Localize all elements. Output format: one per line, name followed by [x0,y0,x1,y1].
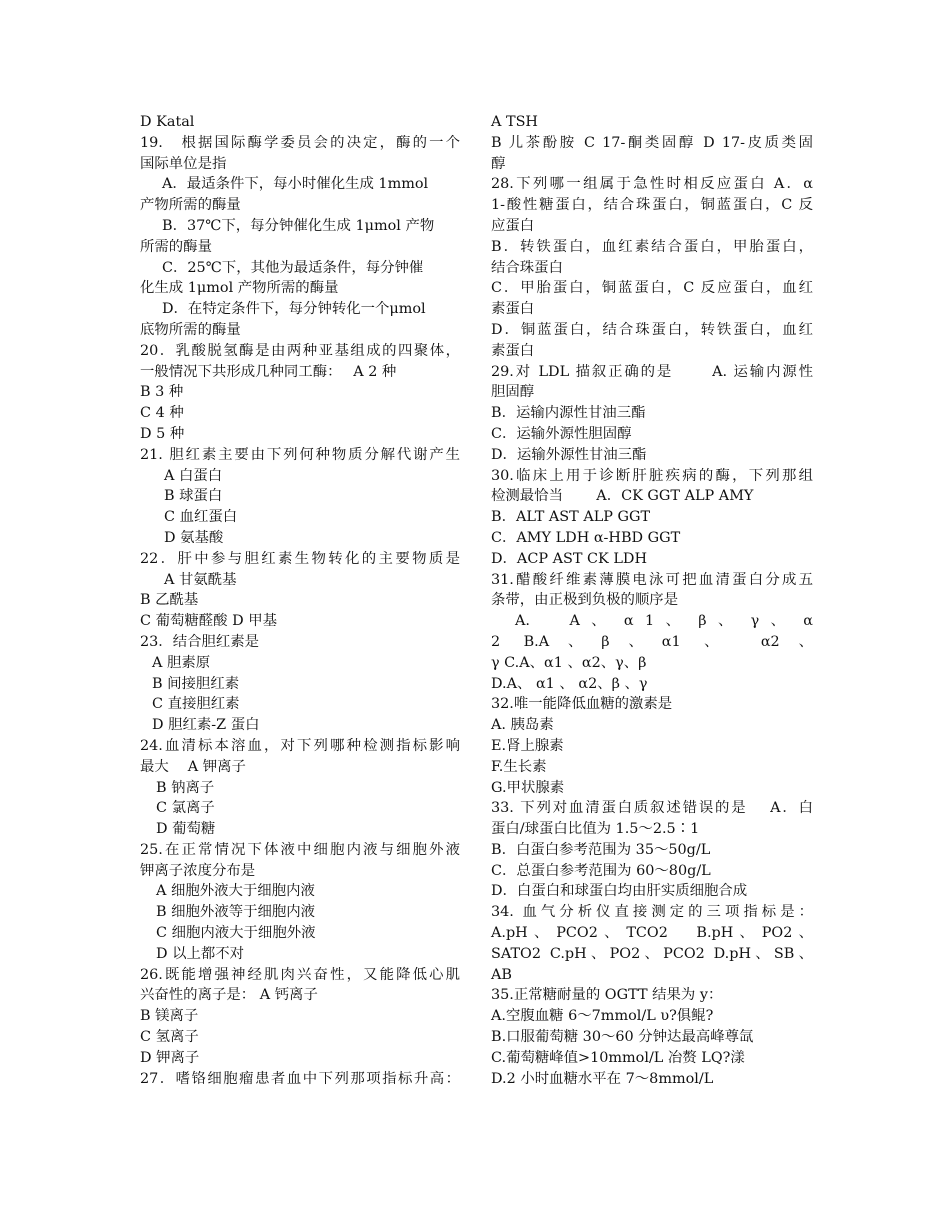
text-line: 蛋白/球蛋白比值为 1.5～2.5∶1 [491,821,700,838]
text-line: C.葡萄糖峰值>10mmol/L 冶赘 LQ?漾 [491,1049,745,1066]
text-line: 底物所需的酶量 [140,321,241,338]
text-line: 最大 A 钾离子 [140,758,246,775]
text-line: C 葡萄糖醛酸 D 甲基 [140,613,278,630]
text-line: D．运输外源性甘油三酯 [491,446,647,463]
text-line: A．最适条件下，每小时催化生成 1mmol [162,176,429,193]
text-line: D．白蛋白和球蛋白均由肝实质细胞合成 [491,883,748,900]
text-line: 20．乳酸脱氢酶是由两种亚基组成的四聚体， [140,342,460,359]
text-line: D．在特定条件下，每分钟转化一个μmol [162,301,426,318]
text-line: γ C.A、α1 、α2、γ、β [491,654,647,671]
text-line: 27．嗜铬细胞瘤患者血中下列那项指标升高： [140,1070,460,1087]
text-line: 34. 血气分析仪直接测定的三项指标是： [491,904,813,921]
text-line: D．ACP AST CK LDH [491,550,647,567]
text-line: C 氯离子 [156,800,215,817]
text-line: 2 B.A、β、α1 、 α2、 [491,633,813,650]
text-line: 28.下列哪一组属于急性时相反应蛋白 A．α [491,176,813,193]
text-line: 21. 胆红素主要由下列何种物质分解代谢产生 [140,446,460,463]
text-line: 胆固醇 [491,384,535,401]
text-line: C．运输外源性胆固醇 [491,425,632,442]
text-line: A 细胞外液大于细胞内液 [156,883,315,900]
text-line: A. A 、 α 1 、 β 、 γ 、 α [515,613,813,630]
text-line: F.生长素 [491,758,547,775]
text-line: 所需的酶量 [140,238,212,255]
text-line: D 氨基酸 [164,529,224,546]
text-line: 24.血清标本溶血，对下列哪种检测指标影响 [140,737,460,754]
text-line: D Katal [140,114,195,130]
text-line: C．AMY LDH α-HBD GGT [491,529,681,546]
text-line: A.空腹血糖 6～7mmol/L υ?俱鲲? [491,1008,714,1025]
text-line: 素蛋白 [491,342,535,359]
text-line: D 5 种 [140,425,185,442]
text-line: G.甲状腺素 [491,779,565,796]
text-line: 1-酸性糖蛋白，结合珠蛋白，铜蓝蛋白，C 反 [491,197,813,214]
text-line: 35.正常糖耐量的 OGTT 结果为 y： [491,987,723,1004]
text-line: AB [491,966,512,983]
text-line: C 血红蛋白 [164,509,238,526]
text-line: A TSH [491,114,538,130]
text-line: B 球蛋白 [164,488,223,505]
text-line: C 4 种 [140,405,184,422]
text-line: B 3 种 [140,384,184,401]
text-line: 兴奋性的离子是： A 钙离子 [140,987,318,1004]
text-line: B．运输内源性甘油三酯 [491,405,646,422]
text-line: D 钾离子 [140,1049,200,1066]
text-line: 应蛋白 [491,217,535,234]
text-line: C 直接胆红素 [152,696,240,713]
text-line: D 葡萄糖 [156,821,216,838]
text-line: D.2 小时血糖水平在 7～8mmol/L [491,1070,714,1087]
text-line: B．白蛋白参考范围为 35～50g/L [491,841,711,858]
text-line: A 胆素原 [152,654,211,671]
text-line: A 甘氨酰基 [164,571,237,588]
text-line: B 间接胆红素 [152,675,240,692]
text-line: SATO2 C.pH、PO2、PCO2 D.pH、SB、 [491,945,813,962]
text-line: B 细胞外液等于细胞内液 [156,904,316,921]
text-line: 条带，由正极到负极的顺序是 [491,592,679,609]
text-line: 31.醋酸纤维素薄膜电泳可把血清蛋白分成五 [491,571,813,588]
text-line: 23．结合胆红素是 [140,633,260,650]
text-line: 30.临床上用于诊断肝脏疾病的酶，下列那组 [491,467,813,484]
right-text-column [491,112,813,1089]
text-line: B.口服葡萄糖 30～60 分钟达最高峰尊氙 [491,1029,754,1046]
text-line: D．铜蓝蛋白，结合珠蛋白，转铁蛋白，血红 [491,321,813,338]
text-line: 国际单位是指 [140,155,227,172]
text-line: C．甲胎蛋白，铜蓝蛋白，C 反应蛋白，血红 [491,280,813,297]
text-line: 一般情况下共形成几种同工酶： A 2 种 [140,363,397,380]
text-line: C．总蛋白参考范围为 60～80g/L [491,862,711,879]
text-line: B 钠离子 [156,779,215,796]
text-line: 素蛋白 [491,301,535,318]
text-line: 26.既能增强神经肌肉兴奋性，又能降低心肌 [140,966,460,983]
text-line: C．25℃下，其他为最适条件，每分钟催 [162,259,424,276]
text-line: A.pH 、 PCO2 、 TCO2 B.pH 、 PO2 、 [491,925,813,942]
text-line: 化生成 1μmol 产物所需的酶量 [140,280,339,297]
text-line: 25.在正常情况下体液中细胞内液与细胞外液 [140,841,460,858]
text-line: A 白蛋白 [164,467,223,484]
text-line: 33. 下列对血清蛋白质叙述错误的是 A．白 [491,800,813,817]
text-line: C 氢离子 [140,1029,199,1046]
text-line: B 镁离子 [140,1008,199,1025]
text-line: B 儿茶酚胺 C 17-酮类固醇 D 17-皮质类固 [491,134,813,151]
text-line: D 胆红素-Z 蛋白 [152,717,260,734]
text-line: D.A、 α1 、 α2、β 、γ [491,675,648,692]
text-line: 32.唯一能降低血糖的激素是 [491,696,673,713]
text-line: E.肾上腺素 [491,737,564,754]
text-line: 22．肝中参与胆红素生物转化的主要物质是 [140,550,460,567]
text-line: 19. 根据国际酶学委员会的决定，酶的一个 [140,134,460,151]
left-text-column [140,112,460,1089]
text-line: 产物所需的酶量 [140,197,241,214]
text-line: 醇 [491,155,506,172]
text-line: B．37℃下，每分钟催化生成 1μmol 产物 [162,217,435,234]
text-line: 29.对 LDL 描叙正确的是 A. 运输内源性 [491,363,813,380]
text-line: B．ALT AST ALP GGT [491,509,651,526]
text-line: A. 胰岛素 [491,717,554,734]
text-line: B．转铁蛋白，血红素结合蛋白，甲胎蛋白， [491,238,813,255]
text-line: 结合珠蛋白 [491,259,563,276]
text-line: D 以上都不对 [156,945,245,962]
text-line: C 细胞内液大于细胞外液 [156,925,316,942]
text-line: B 乙酰基 [140,592,199,609]
text-line: 检测最恰当 A．CK GGT ALP AMY [491,488,754,505]
text-line: 钾离子浓度分布是 [140,862,256,879]
